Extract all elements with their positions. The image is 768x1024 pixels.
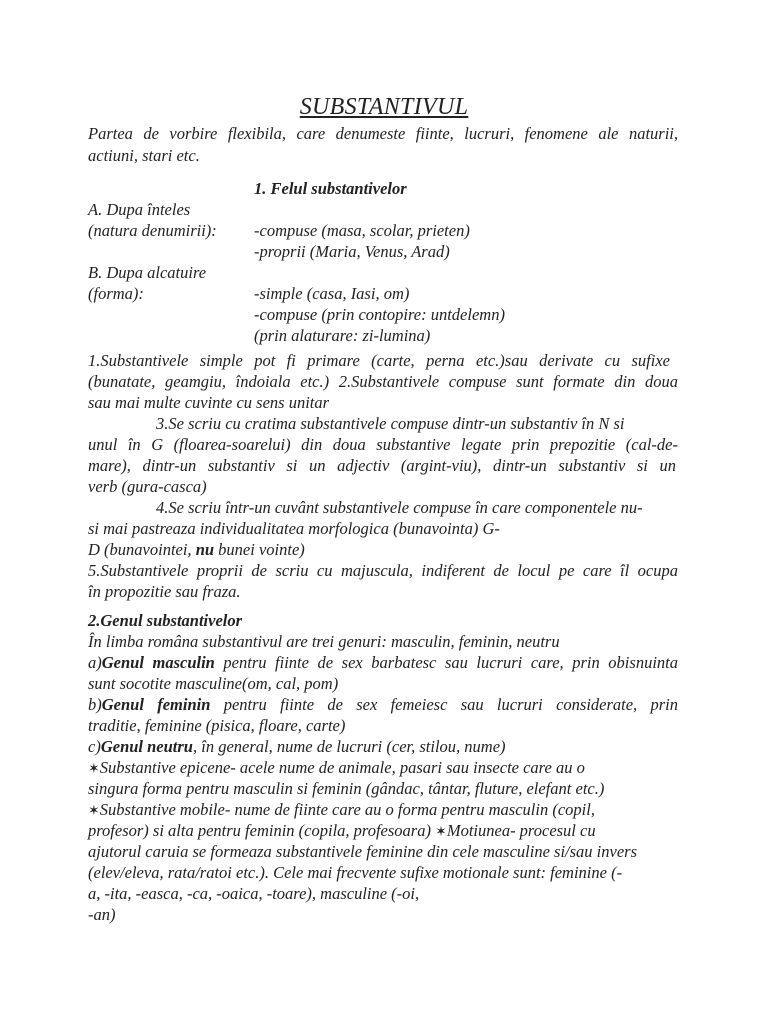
star-bullet-icon: ✶ [435,825,447,840]
item-a-compuse: -compuse (masa, scolar, prieten) [254,221,470,240]
rule-line-10-c: bunei vointe) [214,540,305,559]
genul-masculin-line-2: sunt socotite masculine(om, cal, pom) [88,674,339,693]
section-heading-genul: 2.Genul substantivelor [88,611,243,630]
rule-line-3: sau mai multe cuvinte cu sens unitar [88,393,330,412]
item-b-simple: -simple (casa, Iasi, om) [254,284,410,303]
genul-masculin-term: Genul masculin [101,653,215,672]
rule-line-10-a: D (bunavointei, [88,540,196,559]
genul-neutru-term: Genul neutru [100,737,193,756]
rule-line-1: 1.Substantivele simple pot fi primare (carte, perna etc.)sau derivate cu sufixe [88,351,670,370]
label-a-1: A. Dupa înteles [88,200,191,219]
mobile-line-1: ✶Substantive mobile- nume de fiinte care au o forma pentru masculin (copil, [88,800,595,819]
definition-line-2: actiuni, stari etc. [88,146,200,165]
rule-line-8: 4.Se scriu într-un cuvânt substantivele compuse în care componentele nu- [156,498,643,517]
mobile-line-4: (elev/eleva, rata/ratoi etc.). Cele mai frecvente sufixe motionale sunt: feminine (- [88,863,623,882]
label-a-2: (natura denumirii): [88,221,217,240]
rule-line-10-nu: nu [195,540,215,559]
rule-line-10 [88,539,688,560]
genul-feminin-term: Genul feminin [101,695,211,714]
star-bullet-icon: ✶ [88,762,100,777]
genul-neutru-line: c)Genul neutru, în general, nume de lucruri (cer, stilou, nume) [88,737,506,756]
item-a-proprii: -proprii (Maria, Venus, Arad) [254,242,450,261]
rule-line-5: unul în G (floarea-soarelui) din doua substantive legate prin prepozitie (cal-de- [88,435,678,454]
rule-line-9: si mai pastreaza individualitatea morfologica (bunavointa) G- [88,519,500,538]
epicene-line-2: singura forma pentru masculin si feminin (gândac, tântar, fluture, elefant etc.) [88,779,605,798]
mobile-line-5: a, -ita, -easca, -ca, -oaica, -toare), masculine (-oi, [88,884,420,903]
genul-masculin-line-1: a)Genul masculin pentru fiinte de sex barbatesc sau lucruri care, prin obisnuinta [88,653,678,672]
epicene-line-1: ✶Substantive epicene- acele nume de animale, pasari sau insecte care au o [88,758,585,777]
rule-line-12: în propozitie sau fraza. [88,582,241,601]
rule-line-7: verb (gura-casca) [88,477,207,496]
item-b-alaturare: (prin alaturare: zi-lumina) [254,326,431,345]
label-b-1: B. Dupa alcatuire [88,263,207,282]
rule-line-2: (bunatate, geamgiu, îndoiala etc.) 2.Substantivele compuse sunt formate din doua [88,372,678,391]
definition-line-1: Partea de vorbire flexibila, care denumeste fiinte, lucruri, fenomene ale naturii, [88,124,678,143]
rule-line-6: mare), dintr-un substantiv si un adjectiv (argint-viu), dintr-un substantiv si un [88,456,676,475]
genul-feminin-line-1: b)Genul feminin pentru fiinte de sex femeiesc sau lucruri considerate, prin [88,695,678,714]
rule-line-4: 3.Se scriu cu cratima substantivele compuse dintr-un substantiv în N si [156,414,625,433]
section-heading-felul: 1. Felul substantivelor [254,179,407,198]
mobile-line-6: -an) [88,905,116,924]
page-title: SUBSTANTIVUL [299,94,469,120]
genul-feminin-line-2: traditie, feminine (pisica, floare, carte) [88,716,346,735]
mobile-line-2: profesor) si alta pentru feminin (copila, profesoara) ✶Motiunea- procesul cu [88,821,596,840]
star-bullet-icon: ✶ [88,804,100,819]
mobile-line-3: ajutorul caruia se formeaza substantivele feminine din cele masculine si/sau invers [88,842,638,861]
label-b-2: (forma): [88,284,144,303]
item-b-compuse: -compuse (prin contopire: untdelemn) [254,305,505,324]
rule-line-11: 5.Substantivele proprii de scriu cu majuscula, indiferent de locul pe care îl ocupa [88,561,678,580]
genul-intro: În limba româna substantivul are trei genuri: masculin, feminin, neutru [88,632,560,651]
